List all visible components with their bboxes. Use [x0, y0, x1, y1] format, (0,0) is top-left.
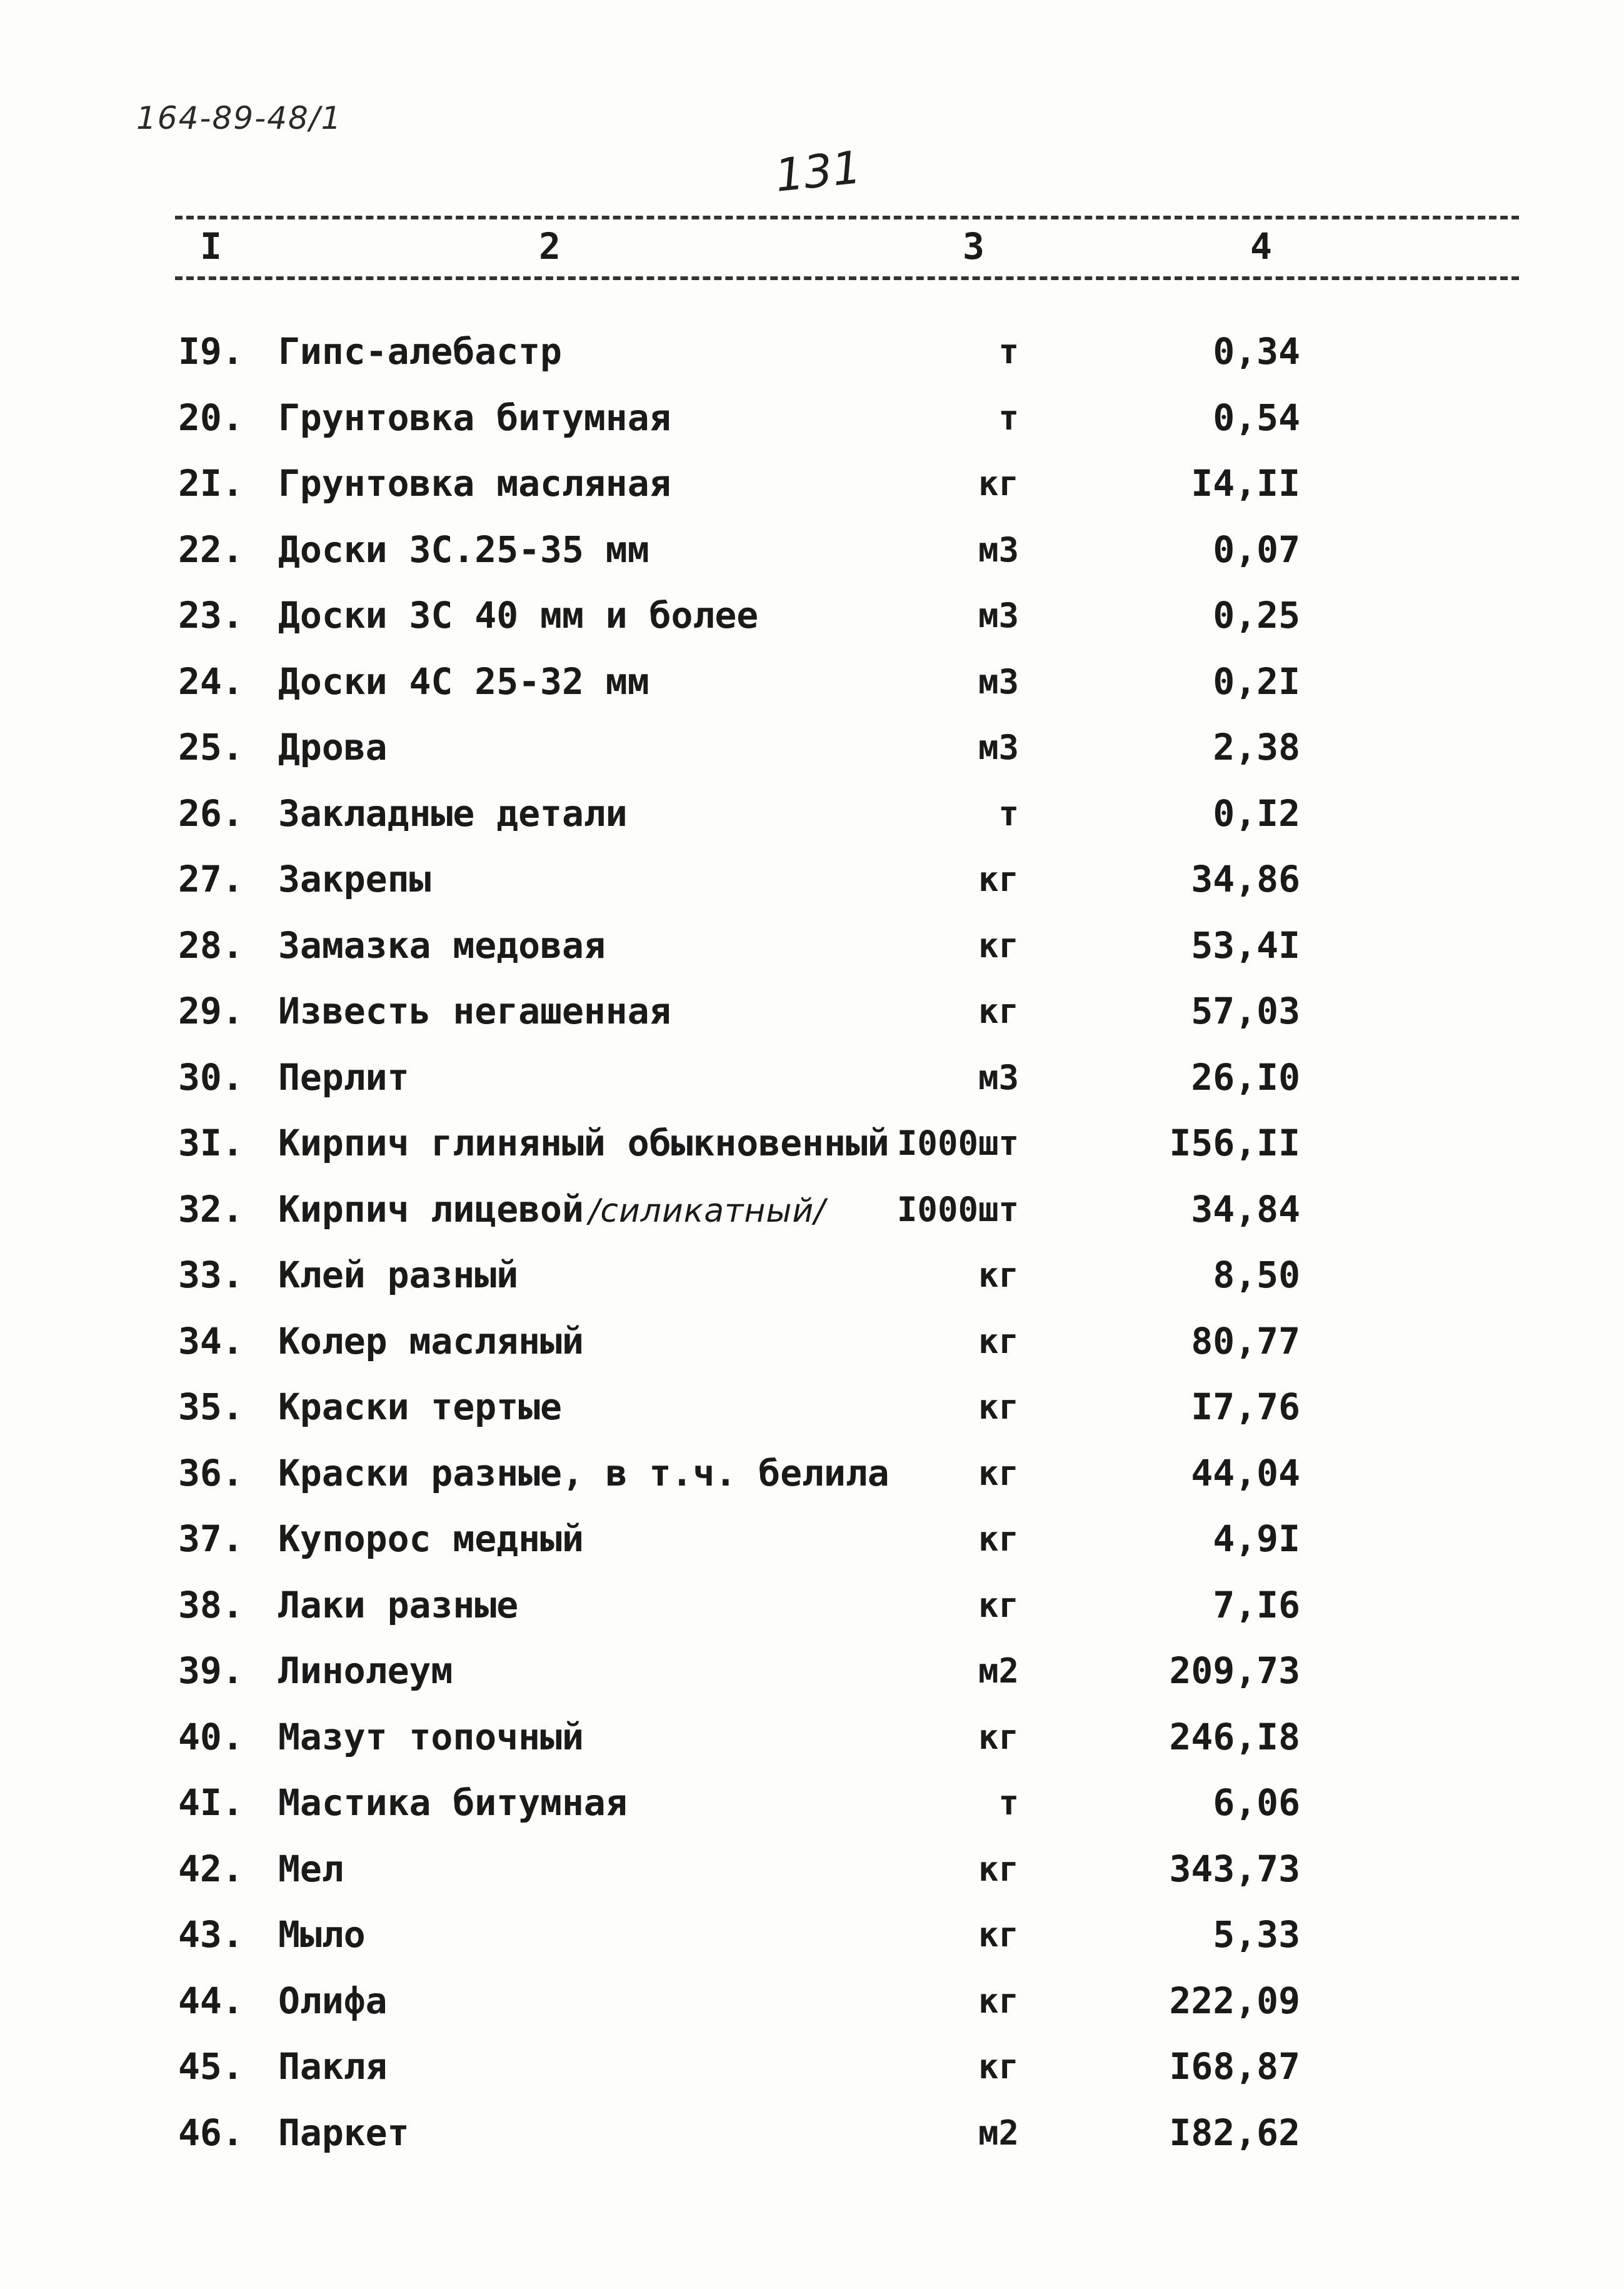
- material-name: [278, 847, 903, 913]
- unit: т: [998, 398, 1019, 438]
- material-name: [278, 2034, 903, 2100]
- table-row: [0, 451, 1624, 517]
- material-name-text: Известь негашенная: [278, 990, 671, 1032]
- unit: кг: [978, 1981, 1019, 2021]
- row-number: 38.: [178, 1583, 244, 1626]
- material-name-text: Дрова: [278, 726, 388, 768]
- unit: кг: [978, 1321, 1019, 1361]
- unit: кг: [978, 1717, 1019, 1757]
- document-code: 164-89-48/1: [136, 100, 343, 136]
- row-number: 2I.: [178, 462, 244, 505]
- quantity: 7,I6: [1213, 1583, 1300, 1626]
- material-name-text: Краски тертые: [278, 1386, 562, 1428]
- material-name-text: Купорос медный: [278, 1517, 584, 1560]
- material-name-text: Паркет: [278, 2111, 409, 2154]
- unit: кг: [978, 992, 1019, 1031]
- material-name: [278, 1704, 903, 1771]
- row-number: 24.: [178, 660, 244, 703]
- unit: м2: [978, 2113, 1019, 2153]
- quantity: 343,73: [1169, 1847, 1300, 1890]
- material-name-text: Закладные детали: [278, 792, 628, 835]
- table-row: [0, 385, 1624, 451]
- material-name-text: Олифа: [278, 1979, 388, 2022]
- table-row: [0, 1242, 1624, 1309]
- header-top-rule: [175, 216, 1519, 219]
- material-name: [278, 781, 903, 847]
- quantity: 44,04: [1191, 1451, 1300, 1494]
- unit: м3: [978, 1057, 1019, 1097]
- material-name-text: Доски 4С 25-32 мм: [278, 660, 649, 703]
- unit: т: [998, 1783, 1019, 1823]
- row-number: 44.: [178, 1979, 244, 2022]
- row-number: 22.: [178, 528, 244, 571]
- table-row: [0, 1572, 1624, 1639]
- row-number: 40.: [178, 1715, 244, 1758]
- header-col-3: 3: [963, 225, 985, 268]
- table-row: [0, 1968, 1624, 2035]
- quantity: 34,84: [1191, 1187, 1300, 1230]
- material-name: [278, 1836, 903, 1903]
- material-name-text: Мазут топочный: [278, 1715, 584, 1758]
- table-row: [0, 1045, 1624, 1111]
- quantity: 0,54: [1213, 396, 1300, 439]
- quantity: I68,87: [1169, 2045, 1300, 2088]
- quantity: 80,77: [1191, 1319, 1300, 1362]
- material-name: [278, 1374, 903, 1441]
- row-number: 33.: [178, 1254, 244, 1296]
- row-number: 37.: [178, 1517, 244, 1560]
- material-name: [278, 1045, 903, 1111]
- row-number: 23.: [178, 594, 244, 636]
- table-row: [0, 517, 1624, 583]
- quantity: 34,86: [1191, 858, 1300, 900]
- table-row: [0, 1704, 1624, 1771]
- material-name: [278, 1770, 903, 1836]
- quantity: 6,06: [1213, 1781, 1300, 1824]
- material-name-text: Грунтовка битумная: [278, 396, 671, 439]
- material-name: [278, 583, 903, 649]
- quantity: 53,4I: [1191, 923, 1300, 967]
- quantity: 4,9I: [1213, 1517, 1300, 1560]
- table-row: [0, 319, 1624, 385]
- header-col-2: 2: [539, 225, 561, 268]
- quantity: 209,73: [1169, 1649, 1300, 1692]
- quantity: I56,II: [1169, 1122, 1300, 1164]
- table-row: [0, 1902, 1624, 1968]
- unit: кг: [978, 925, 1019, 965]
- material-name-text: Закрепы: [278, 858, 431, 900]
- row-number: 30.: [178, 1055, 244, 1099]
- material-name: [278, 1242, 903, 1309]
- quantity: 5,33: [1213, 1913, 1300, 1956]
- quantity: 0,I2: [1213, 792, 1300, 835]
- material-name: [278, 1572, 903, 1639]
- material-name: [278, 649, 903, 715]
- material-name: [278, 2100, 903, 2166]
- quantity: 26,I0: [1191, 1055, 1300, 1099]
- handwritten-note: /силикатный/: [588, 1192, 826, 1230]
- table-row: [0, 847, 1624, 913]
- unit: т: [998, 332, 1019, 371]
- quantity: 0,25: [1213, 594, 1300, 636]
- row-number: 36.: [178, 1451, 244, 1494]
- row-number: 3I.: [178, 1122, 244, 1164]
- table-row: [0, 781, 1624, 847]
- row-number: 45.: [178, 2045, 244, 2088]
- table-row: [0, 1506, 1624, 1572]
- material-name-text: Кирпич глиняный обыкновенный: [278, 1122, 890, 1164]
- unit: кг: [978, 1849, 1019, 1889]
- header-col-1: I: [200, 225, 222, 268]
- quantity: I7,76: [1191, 1386, 1300, 1428]
- unit: кг: [978, 2047, 1019, 2086]
- quantity: I82,62: [1169, 2111, 1300, 2154]
- row-number: 27.: [178, 858, 244, 900]
- row-number: 46.: [178, 2111, 244, 2154]
- table-row: [0, 2100, 1624, 2166]
- row-number: 20.: [178, 396, 244, 439]
- table-row: [0, 978, 1624, 1045]
- table-row: [0, 1177, 1624, 1243]
- material-name-text: Линолеум: [278, 1649, 453, 1692]
- unit: м3: [978, 662, 1019, 702]
- material-name-text: Пакля: [278, 2045, 388, 2088]
- table-row: [0, 1110, 1624, 1177]
- table-row: [0, 1309, 1624, 1375]
- unit: I000шт: [896, 1124, 1019, 1163]
- material-name: [278, 319, 903, 385]
- material-name-text: Грунтовка масляная: [278, 462, 671, 505]
- material-name-text: Мыло: [278, 1913, 366, 1956]
- unit: кг: [978, 1255, 1019, 1295]
- material-name-text: Доски 3С.25-35 мм: [278, 528, 649, 571]
- material-name: [278, 1441, 903, 1507]
- row-number: 42.: [178, 1847, 244, 1890]
- unit: кг: [978, 1453, 1019, 1493]
- header-bottom-rule: [175, 276, 1519, 280]
- quantity: 0,2I: [1213, 660, 1300, 703]
- material-name-text: Гипс-алебастр: [278, 330, 562, 373]
- material-name-text: Кирпич лицевой: [278, 1187, 584, 1230]
- quantity: 8,50: [1213, 1254, 1300, 1296]
- page-number: 131: [772, 141, 864, 202]
- table-row: [0, 583, 1624, 649]
- row-number: 28.: [178, 923, 244, 967]
- material-name: [278, 1902, 903, 1968]
- material-name-text: Доски 3С 40 мм и более: [278, 594, 759, 636]
- table-row: [0, 715, 1624, 781]
- row-number: 25.: [178, 726, 244, 768]
- material-name: [278, 1309, 903, 1375]
- table-row: [0, 1770, 1624, 1836]
- material-name: [278, 1968, 903, 2035]
- row-number: 35.: [178, 1386, 244, 1428]
- material-name: [278, 1177, 903, 1245]
- material-name-text: Краски разные, в т.ч. белила: [278, 1451, 890, 1494]
- row-number: 39.: [178, 1649, 244, 1692]
- unit: I000шт: [896, 1189, 1019, 1229]
- header-col-4: 4: [1250, 225, 1272, 268]
- quantity: 2,38: [1213, 726, 1300, 768]
- unit: т: [998, 793, 1019, 833]
- table-row: [0, 913, 1624, 979]
- material-name: [278, 1110, 903, 1177]
- unit: м3: [978, 530, 1019, 570]
- material-name: [278, 913, 903, 979]
- row-number: 34.: [178, 1319, 244, 1362]
- quantity: 0,34: [1213, 330, 1300, 373]
- material-name: [278, 715, 903, 781]
- table-row: [0, 1638, 1624, 1704]
- table-row: [0, 649, 1624, 715]
- row-number: 43.: [178, 1913, 244, 1956]
- materials-table-body: [0, 319, 1624, 2166]
- unit: кг: [978, 1585, 1019, 1625]
- material-name-text: Мел: [278, 1847, 344, 1890]
- material-name-text: Мастика битумная: [278, 1781, 628, 1824]
- unit: кг: [978, 860, 1019, 899]
- material-name-text: Клей разный: [278, 1254, 519, 1296]
- material-name-text: Перлит: [278, 1055, 409, 1099]
- table-row: [0, 1441, 1624, 1507]
- table-row: [0, 1374, 1624, 1441]
- row-number: 29.: [178, 990, 244, 1032]
- unit: кг: [978, 1915, 1019, 1954]
- row-number: 4I.: [178, 1781, 244, 1824]
- material-name: [278, 517, 903, 583]
- row-number: 26.: [178, 792, 244, 835]
- material-name: [278, 1638, 903, 1704]
- material-name: [278, 978, 903, 1045]
- table-row: [0, 2034, 1624, 2100]
- unit: кг: [978, 464, 1019, 503]
- row-number: I9.: [178, 330, 244, 373]
- table-row: [0, 1836, 1624, 1903]
- unit: кг: [978, 1519, 1019, 1559]
- unit: м3: [978, 596, 1019, 635]
- material-name-text: Замазка медовая: [278, 923, 606, 967]
- material-name-text: Лаки разные: [278, 1583, 519, 1626]
- material-name: [278, 1506, 903, 1572]
- quantity: 246,I8: [1169, 1715, 1300, 1758]
- unit: м3: [978, 728, 1019, 767]
- material-name: [278, 385, 903, 451]
- unit: м2: [978, 1651, 1019, 1691]
- quantity: 0,07: [1213, 528, 1300, 571]
- row-number: 32.: [178, 1187, 244, 1230]
- unit: кг: [978, 1387, 1019, 1427]
- material-name: [278, 451, 903, 517]
- table-header: [0, 225, 1624, 269]
- material-name-text: Колер масляный: [278, 1319, 584, 1362]
- quantity: I4,II: [1191, 462, 1300, 505]
- quantity: 57,03: [1191, 990, 1300, 1032]
- quantity: 222,09: [1169, 1979, 1300, 2022]
